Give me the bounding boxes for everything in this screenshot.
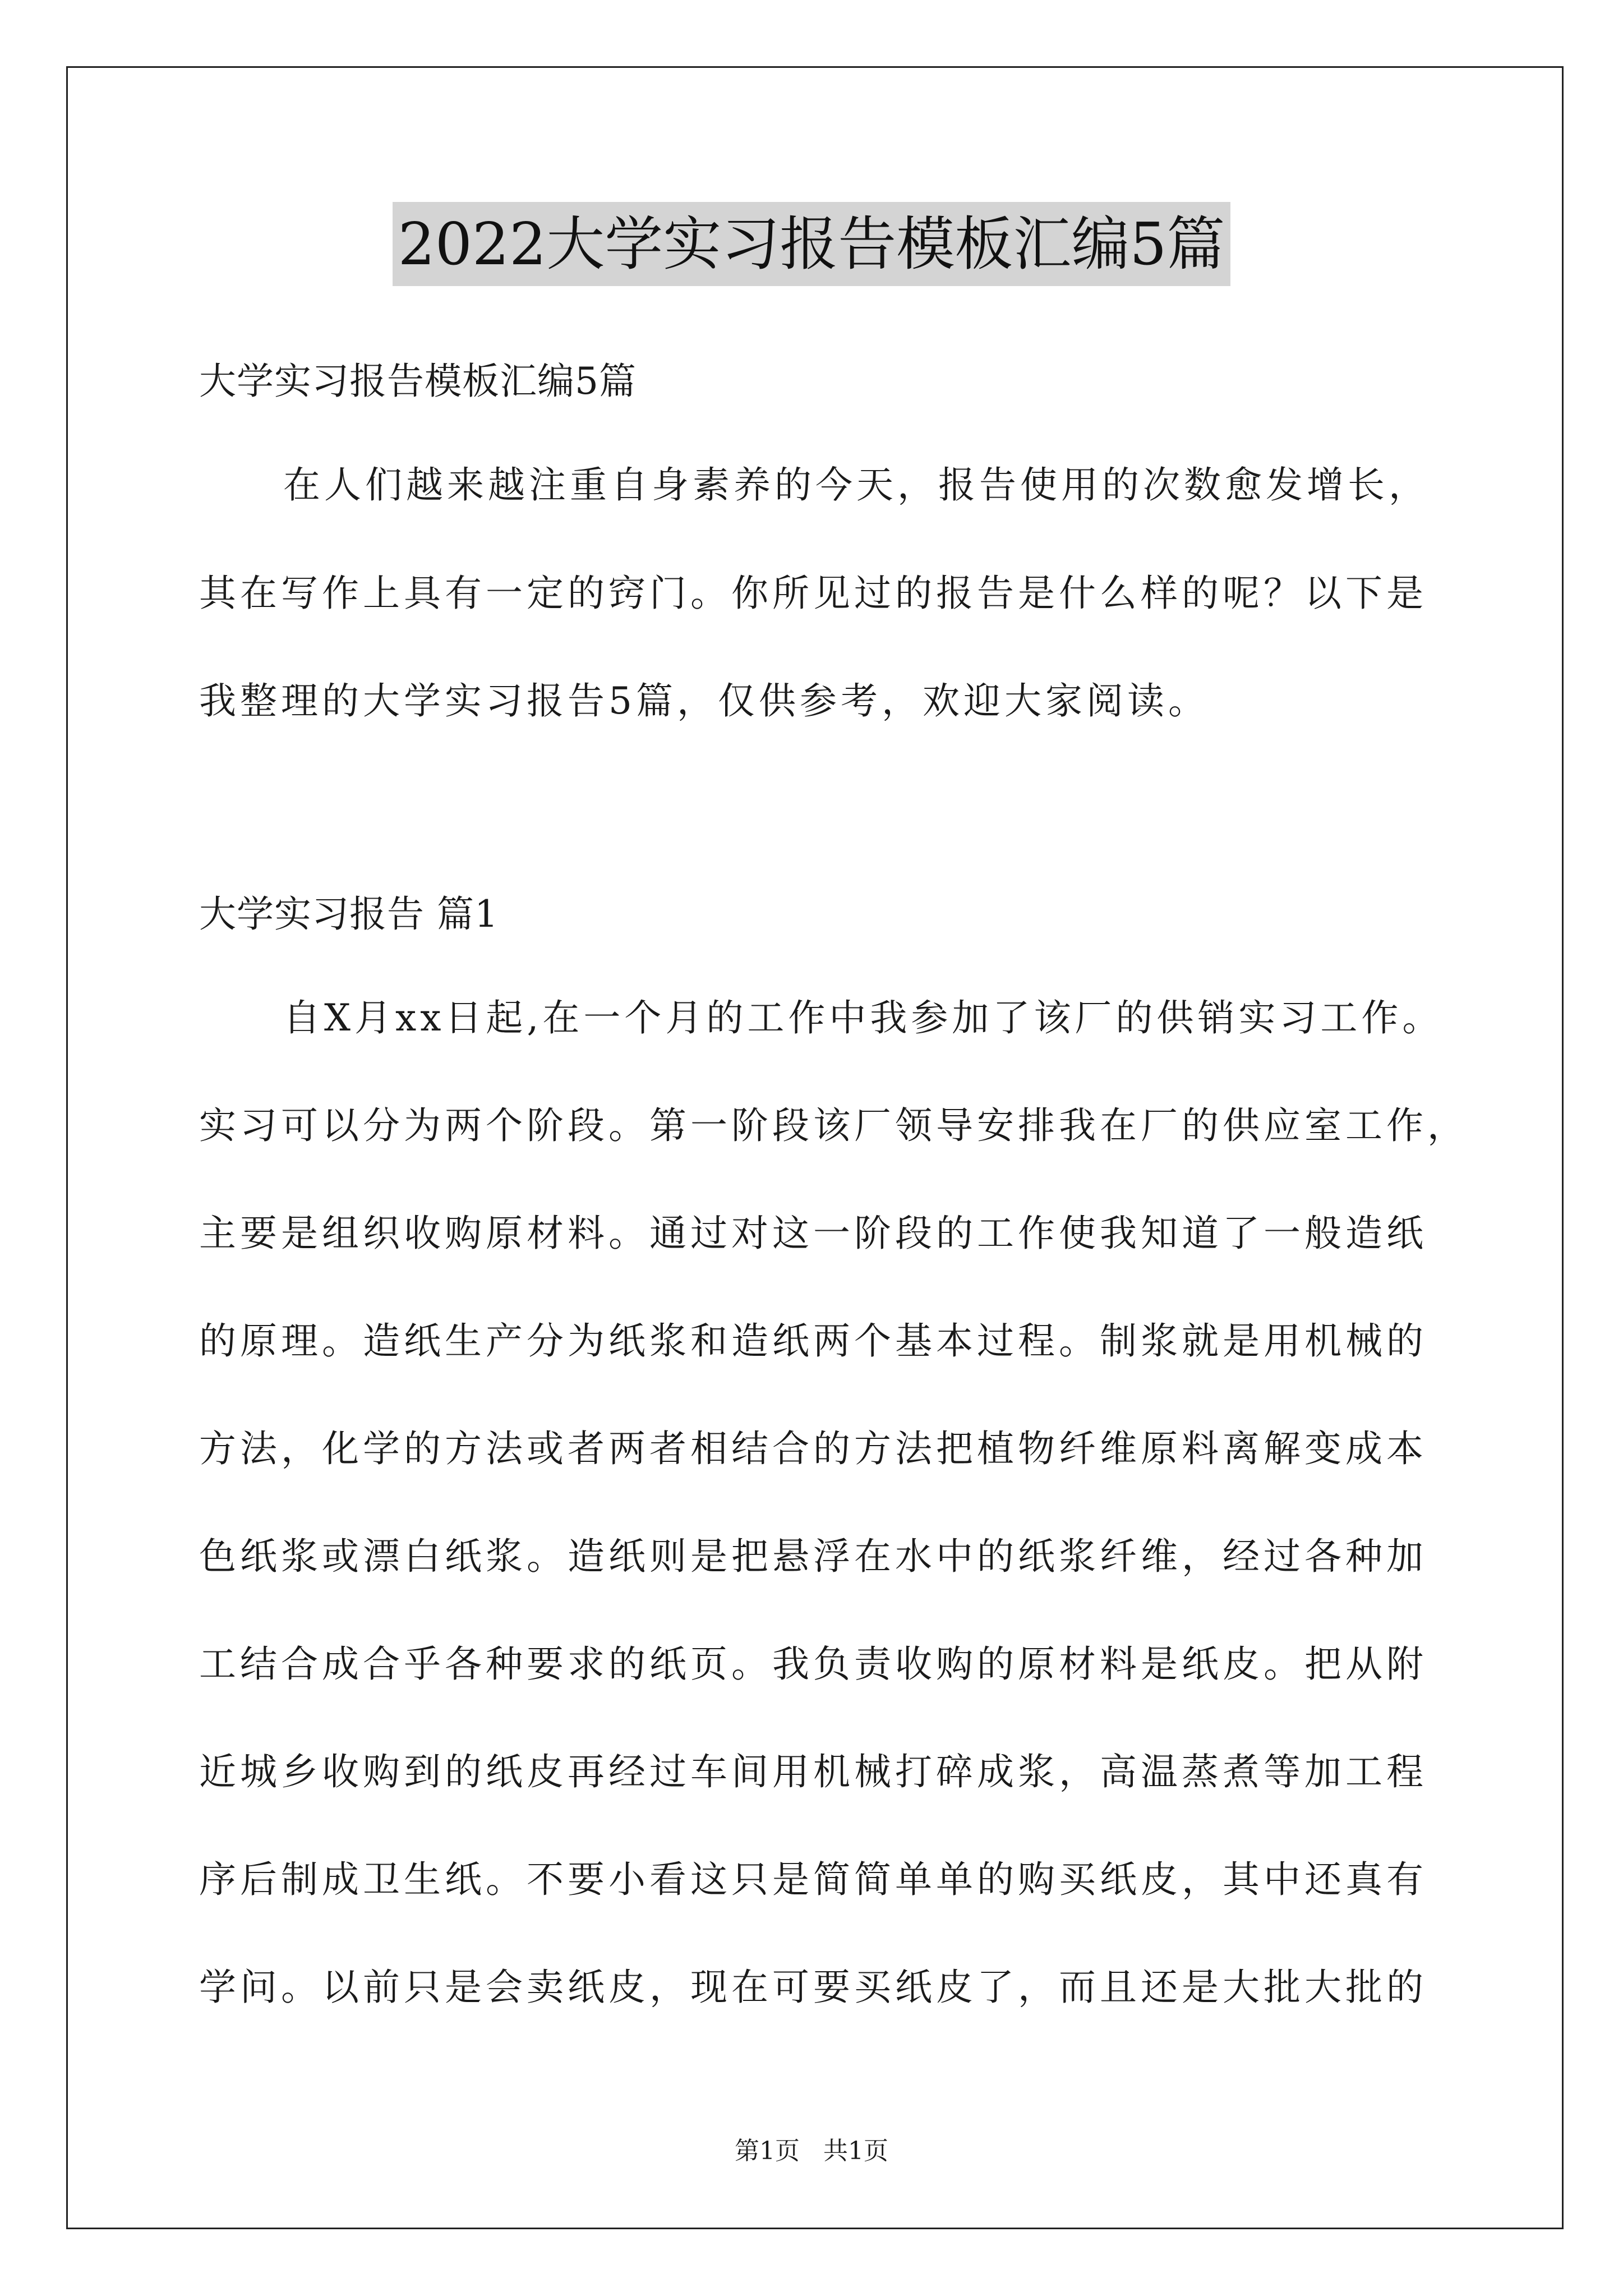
section-heading: 大学实习报告 篇1 bbox=[199, 892, 499, 936]
section-line-8: 近城乡收购到的纸皮再经过车间用机械打碎成浆，高温蒸煮等加工程 bbox=[199, 1750, 1427, 1793]
document-subtitle: 大学实习报告模板汇编5篇 bbox=[199, 360, 637, 403]
section-line-4: 的原理。造纸生产分为纸浆和造纸两个基本过程。制浆就是用机械的 bbox=[199, 1319, 1427, 1363]
section-line-10: 学问。以前只是会卖纸皮，现在可要买纸皮了，而且还是大批大批的 bbox=[199, 1966, 1427, 2009]
page-footer: 第1页 共1页 bbox=[735, 2137, 888, 2165]
document-title: 2022大学实习报告模板汇编5篇 bbox=[393, 202, 1231, 286]
intro-line-2: 其在写作上具有一定的窍门。你所见过的报告是什么样的呢？以下是 bbox=[199, 572, 1427, 615]
intro-line-3: 我整理的大学实习报告5篇，仅供参考，欢迎大家阅读。 bbox=[199, 679, 1209, 723]
section-line-9: 序后制成卫生纸。不要小看这只是简简单单的购买纸皮，其中还真有 bbox=[199, 1858, 1427, 1901]
section-line-6: 色纸浆或漂白纸浆。造纸则是把悬浮在水中的纸浆纤维，经过各种加 bbox=[199, 1535, 1427, 1578]
section-line-7: 工结合成合乎各种要求的纸页。我负责收购的原材料是纸皮。把从附 bbox=[199, 1642, 1427, 1686]
document-title-wrapper bbox=[0, 202, 1623, 303]
intro-line-1: 在人们越来越注重自身素养的今天，报告使用的次数愈发增长， bbox=[283, 463, 1430, 507]
section-line-2: 实习可以分为两个阶段。第一阶段该厂领导安排我在厂的供应室工作， bbox=[199, 1104, 1468, 1147]
section-line-3: 主要是组织收购原材料。通过对这一阶段的工作使我知道了一般造纸 bbox=[199, 1212, 1427, 1255]
section-line-5: 方法，化学的方法或者两者相结合的方法把植物纤维原料离解变成本 bbox=[199, 1427, 1427, 1470]
section-line-1: 自X月xx日起,在一个月的工作中我参加了该厂的供销实习工作。 bbox=[283, 996, 1444, 1039]
